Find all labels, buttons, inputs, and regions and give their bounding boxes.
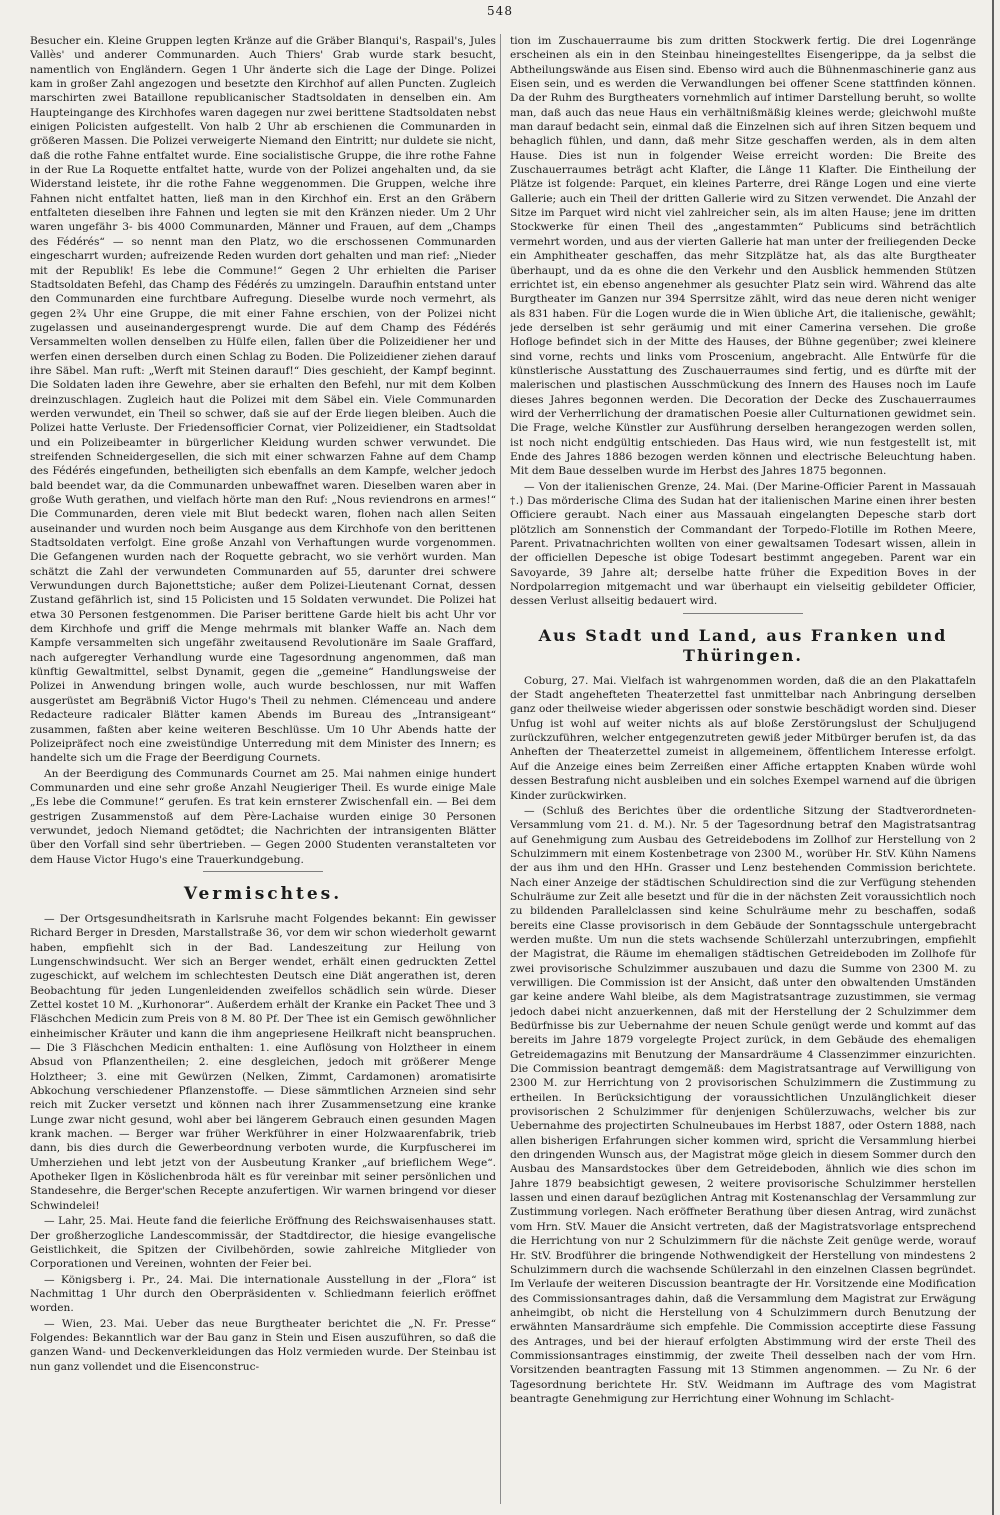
right-column bbox=[510, 34, 976, 1504]
article-paragraph: Coburg, 27. Mai. Vielfach ist wahrgenommen worden, daß die an den Plakattafeln der Stadt angehefteten Theaterzettel fast unmittelbar nach Anbringung derselben ganz oder theilweise wieder abgerissen oder sonstwie beschädigt worden sind. Dieser Unfug ist wohl auf weiter nichts als auf bloße Zerstörungslust der Schuljugend zurückzuführen, welcher entgegenzutreten gewiß jeder Mitbürger berufen ist, da das Anheften der Theaterzettel zumeist in allgemeinem, öffentlichem Interesse erfolgt. Auf die Anzeige eines beim Zerreißen einer Affiche ertappten Knaben würde wohl dessen Bestrafung nicht ausbleiben und ein solches Exempel warnend auf die übrigen Kinder zurückwirken. bbox=[510, 674, 976, 802]
article-paragraph: Besucher ein. Kleine Gruppen legten Kränze auf die Gräber Blanqui's, Raspail's, Jules Vallès' und anderer Communarden. Auch Thiers' Grab wurde stark besucht, namentlich von Engländern. Gegen 1 Uhr änderte sich die Lage der Dinge. Polizei kam in großer Zahl angezogen und besetzte den Kirchhof auf allen Puncten. Zugleich marschirten zwei Bataillone republicanischer Stadtsoldaten in denselben ein. Am Haupteingange des Kirchhofes waren dagegen nur zwei berittene Stadtsoldaten nebst einigen Policisten aufgestellt. Von halb 2 Uhr ab erschienen die Communarden in größeren Massen. Die Polizei verweigerte Niemand den Eintritt; nur duldete sie nicht, daß die rothe Fahne entfaltet wurde. Eine socialistische Gruppe, die ihre rothe Fahne in der Rue La Roquette entfaltet hatte, wurde von der Polizei angehalten und, da sie Widerstand leistete, ihr die rothe Fahne weggenommen. Die Gruppen, welche ihre Fahnen nicht entfaltet hatten, ließ man in den Kirchhof ein. Erst an den Gräbern entfalteten dieselben ihre Fahnen und legten sie mit den Kränzen nieder. Um 2 Uhr waren ungefähr 3- bis 4000 Communarden, Männer und Frauen, auf dem „Champs des Fédérés“ — so nennt man den Platz, wo die erschossenen Communarden eingescharrt wurden; aufreizende Reden wurden dort gehalten und man rief: „Nieder mit der Republik! Es lebe die Commune!“ Gegen 2 Uhr erhielten die Pariser Stadtsoldaten Befehl, das Champ des Fédérés zu umzingeln. Daraufhin entstand unter den Communarden eine furchtbare Aufregung. Dieselbe wurde noch vermehrt, als gegen 2¾ Uhr eine Gruppe, die mit einer Fahne erschien, von der Polizei nicht zugelassen und auseinandergesprengt wurde. Die auf dem Champ des Fédérés Versammelten wollen denselben zu Hülfe eilen, fallen über die Polizeidiener her und werfen einen derselben durch einen Schlag zu Boden. Die Polizeidiener ziehen darauf ihre Säbel. Man ruft: „Werft mit Steinen darauf!“ Dies geschieht, der Kampf beginnt. Die Soldaten laden ihre Gewehre, aber sie erhalten den Befehl, nur mit dem Kolben dreinzuschlagen. Zugleich haut die Polizei mit dem Säbel ein. Viele Communarden werden verwundet, ein Theil so schwer, daß sie auf der Erde liegen bleiben. Auch die Polizei hatte Verluste. Der Friedensofficier Cornat, vier Polizeidiener, ein Stadtsoldat und ein Polizeibeamter in bürgerlicher Kleidung wurden schwer verwundet. Die streifenden Schneidergesellen, die sich mit einer schwarzen Fahne auf dem Champ des Fédérés eingefunden, betheiligten sich ebenfalls an dem Kampfe, welcher jedoch bald beendet war, da die Communarden unbewaffnet waren. Dieselben waren aber in große Wuth gerathen, und vielfach hörte man den Ruf: „Nous reviendrons en armes!“ Die Communarden, deren viele mit Blut bedeckt waren, flohen nach allen Seiten auseinander und wurden noch beim Ausgange aus dem Kirchhofe von den berittenen Stadtsoldaten verfolgt. Eine große Anzahl von Verhaftungen wurde vorgenommen. Die Gefangenen wurden nach der Roquette gebracht, wo sie verhört wurden. Man schätzt die Zahl der verwundeten Communarden auf 55, darunter drei schwere Verwundungen durch Bajonettstiche; außer dem Polizei-Lieutenant Cornat, dessen Zustand gefährlich ist, sind 15 Policisten und 15 Soldaten verwundet. Die Polizei hat etwa 30 Personen festgenommen. Die Pariser berittene Garde hielt bis acht Uhr vor dem Kirchhofe und griff die Menge mehrmals mit blanker Waffe an. Nach dem Kampfe versammelten sich ungefähr zweitausend Revolutionäre im Saale Graffard, nach aufgeregter Verhandlung wurde eine Tagesordnung angenommen, daß man künftig Gewaltmittel, selbst Dynamit, gegen die „gemeine“ Handlungsweise der Polizei in Anwendung bringen wolle, auch wurde beschlossen, nur mit Waffen ausgerüstet am Begräbniß Victor Hugo's Theil zu nehmen. Clémenceau und andere Redacteure radicaler Blätter kamen Abends im Bureau des „Intransigeant“ zusammen, faßten aber keine weiteren Beschlüsse. Um 10 Uhr Abends hatte der Polizeipräfect noch eine zweistündige Unterredung mit dem Minister des Innern; es handelte sich um die Frage der Beerdigung Cournets. bbox=[30, 35, 496, 765]
article-paragraph: tion im Zuschauerraume bis zum dritten Stockwerk fertig. Die drei Logenränge erscheinen als ein in den Steinbau hineingestelltes Eisengerippe, da ja selbst die Abtheilungswände aus Eisen sind. Ebenso wird auch die Bühnenmaschinerie ganz aus Eisen sein, und es werden die Verwandlungen bei offener Scene stattfinden können. Da der Ruhm des Burgtheaters vornehmlich auf intimer Darstellung beruht, so wollte man, daß auch das neue Haus ein verhältnißmäßig kleines werde; gleichwohl mußte man darauf bedacht sein, einmal daß die Einzelnen sich auf ihren Sitzen bequem und behaglich fühlen, und dann, daß mehr Sitze geschaffen werden, als in dem alten Hause. Dies ist nun in folgender Weise erreicht worden: Die Breite des Zuschauerraumes beträgt acht Klafter, die Länge 11 Klafter. Die Eintheilung der Plätze ist folgende: Parquet, ein kleines Parterre, drei Ränge Logen und eine vierte Gallerie; auch ein Theil der dritten Gallerie wird zu Sitzen verwendet. Die Anzahl der Sitze im Parquet wird nicht viel zahlreicher sein, als im alten Hause; jene im dritten Stockwerke für einen Theil des „angestammten“ Publicums sind beträchtlich vermehrt worden, und aus der vierten Gallerie hat man unter der freiliegenden Decke ein Amphitheater geschaffen, das mehr Sitzplätze hat, als das alte Burgtheater überhaupt, und da es ohne die den Verkehr und den Ausblick hemmenden Stützen errichtet ist, ein ebenso angenehmer als gesuchter Platz sein wird. Während das alte Burgtheater im Ganzen nur 394 Sperrsitze zählt, wird das neue deren nicht weniger als 831 haben. Für die Logen wurde die in Wien übliche Art, die italienische, gewählt; jede derselben ist sehr geräumig und mit einer Camerina versehen. Die große Hofloge befindet sich in der Mitte des Hauses, der Bühne gegenüber; zwei kleinere sind vorne, rechts und links vom Proscenium, angebracht. Alle Entwürfe für die künstlerische Ausstattung des Zuschauerraumes sind fertig, und es dürfte mit der malerischen und plastischen Ausschmückung des Innern des Hauses noch im Laufe dieses Jahres begonnen werden. Die Decoration der Decke des Zuschauerraumes wird der Verherrlichung der dramatischen Poesie aller Culturnationen gewidmet sein. Die Frage, welche Künstler zur Ausführung derselben herangezogen werden sollen, ist noch nicht endgültig entschieden. Das Haus wird, wie nun festgestellt ist, mit Ende des Jahres 1886 bezogen werden können und electrische Beleuchtung haben. Mit dem Baue desselben wurde im Herbst des Jahres 1875 begonnen. bbox=[510, 35, 976, 478]
section-divider bbox=[203, 871, 323, 872]
section-title-stadt-und-land: Aus Stadt und Land, aus Franken und Thüringen. bbox=[538, 625, 948, 665]
section-title-vermischtes: Vermischtes. bbox=[183, 883, 343, 904]
article-paragraph: — Der Ortsgesundheitsrath in Karlsruhe macht Folgendes bekannt: Ein gewisser Richard Berger in Dresden, Marstallstraße 36, vor dem wir schon wiederholt gewarnt haben, empfiehlt sich in der Bad. Landeszeitung zur Heilung von Lungenschwindsucht. Wer sich an Berger wendet, erhält einen gedruckten Zettel zugeschickt, auf welchem im schlechtesten Deutsch eine Diät angerathen ist, deren Beobachtung für jeden Lungenleidenden zweifellos schädlich sein würde. Dieser Zettel kostet 10 M. „Kurhonorar“. Außerdem erhält der Kranke ein Packet Thee und 3 Fläschchen Medicin zum Preis von 8 M. 80 Pf. Der Thee ist ein Gemisch gewöhnlicher einheimischer Kräuter und kann die ihm angepriesene Heilkraft nicht beanspruchen. — Die 3 Fläschchen Medicin enthalten: 1. eine Auflösung von Holztheer in einem Absud von Pflanzentheilen; 2. eine desgleichen, jedoch mit größerer Menge Holztheer; 3. eine mit Gewürzen (Nelken, Zimmt, Cardamonen) aromatisirte Abkochung verschiedener Pflanzenstoffe. — Diese sämmtlichen Arzneien sind sehr reich mit Zucker versetzt und können nach ihrer Zusammensetzung eine kranke Lunge zwar nicht gesund, wohl aber bei längerem Gebrauch einen gesunden Magen krank machen. — Berger war früher Werkführer in einer Holzwaarenfabrik, trieb dann, bis dies durch die Gewerbeordnung verboten wurde, die Kurpfuscherei im Umherziehen und lebt jetzt von der Ausbeutung Kranker „auf brieflichem Wege“. Apotheker Ilgen in Köslichenbroda hält es für vereinbar mit seiner persönlichen und Standesehre, die Berger'schen Recepte anzufertigen. Wir warnen bringend vor dieser Schwindelei! bbox=[30, 912, 496, 1212]
article-paragraph: — Wien, 23. Mai. Ueber das neue Burgtheater berichtet die „N. Fr. Presse“ Folgendes: Bekanntlich war der Bau ganz in Stein und Eisen auszuführen, so daß die ganzen Wand- und Deckenverkleidungen das Holz vermieden wurde. Der Steinbau ist nun ganz vollendet und die Eisenconstruc- bbox=[30, 1317, 496, 1373]
article-paragraph: — Lahr, 25. Mai. Heute fand die feierliche Eröffnung des Reichswaisenhauses statt. Der großherzogliche Landescommissär, der Stadtdirector, die hiesige evangelische Geistlichkeit, die Spitzen der Civilbehörden, sowie zahlreiche Mitglieder von Corporationen und Vereinen, wohnten der Feier bei. bbox=[30, 1215, 496, 1271]
article-paragraph: — (Schluß des Berichtes über die ordentliche Sitzung der Stadtverordneten-Versammlung vom 21. d. M.). Nr. 5 der Tagesordnung betraf den Magistratsantrag auf Genehmigung zum Ausbau des Getreidebodens im Zollhof zur Herstellung von 2 Schulzimmern mit einem Kostenbetrage von 2300 M., worüber Hr. StV. Kühn Namens der aus ihm und den HHn. Grasser und Lenz bestehenden Commission berichtete. Nach einer Anzeige der städtischen Schuldirection sind die zur Verfügung stehenden Schulräume zur Zeit alle besetzt und für die in der nächsten Zeit voraussichtlich noch zu bildenden Parallelclassen sind keine Schulräume mehr zu beschaffen, sodaß bereits eine Classe provisorisch in dem Gebäude der Sonntagsschule untergebracht werden mußte. Um nun die stets wachsende Schülerzahl unterzubringen, empfiehlt der Magistrat, die Räume im ehemaligen städtischen Getreideboden im Zollhofe für zwei provisorische Schulzimmer auszubauen und dazu die Summe von 2300 M. zu verwilligen. Die Commission ist der Ansicht, daß unter den obwaltenden Umständen gar keine andere Wahl bleibe, als dem Magistratsantrage zuzustimmen, sie vermag jedoch dabei nicht anzuerkennen, daß mit der Herstellung der 2 Schulzimmer dem Bedürfnisse bis zur Uebernahme der neuen Schule genügt werde und kommt auf das bereits im Jahre 1879 vorgelegte Project zurück, in dem Gebäude des ehemaligen Getreidemagazins mit Benutzung der Mansardräume 4 Classenzimmer einzurichten. Die Commission beantragt demgemäß: dem Magistratsantrage auf Verwilligung von 2300 M. zur Herrichtung von 2 provisorischen Schulzimmern die Zustimmung zu ertheilen. In Berücksichtigung der voraussichtlichen Unzulänglichkeit dieser provisorischen 2 Schulzimmer für denjenigen Schülerzuwachs, welcher bis zur Uebernahme des projectirten Schulneubaues im Herbst 1887, oder Ostern 1888, nach allen bisherigen Erfahrungen sicher kommen wird, spricht die Versammlung hierbei den dringenden Wunsch aus, der Magistrat möge gleich in diesem Sommer durch den Ausbau des Mansardstockes über dem Getreideboden, ähnlich wie dies schon im Jahre 1879 beabsichtigt gewesen, 2 weitere provisorische Schulzimmer herstellen lassen und einen darauf bezüglichen Antrag mit Kostenanschlag der Versammlung zur Zustimmung vorlegen. Nach eröffneter Berathung über diesen Antrag, wird zunächst vom Hrn. StV. Mauer die Ansicht vertreten, daß der Magistratsvorlage entsprechend die Herrichtung von nur 2 Schulzimmern für die nächste Zeit genüge werde, worauf Hr. StV. Brodführer die bringende Nothwendigkeit der Herstellung von mindestens 2 Schulzimmern durch die wachsende Schülerzahl in den einzelnen Classen begründet. Im Verlaufe der weiteren Discussion beantragte der Hr. Vorsitzende eine Modification des Commissionsantrages dahin, daß die Versammlung dem Magistrat zur Erwägung anheimgibt, ob nicht die Herstellung von 4 Schulzimmern durch Benutzung der erwähnten Mansardräume sich empfehle. Die Commission acceptirte diese Fassung des Antrages, und bei der hierauf erfolgten Abstimmung wird der erste Theil des Commissionsantrages einstimmig, der zweite Theil desselben nach der vom Hrn. Vorsitzenden beantragten Fassung mit 13 Stimmen angenommen. — Zu Nr. 6 der Tagesordnung berichtete Hr. StV. Weidmann im Auftrage des vom Magistrat beantragte Genehmigung zur Herrichtung einer Wohnung im Schlacht- bbox=[510, 804, 976, 1405]
section-divider bbox=[683, 613, 803, 614]
article-paragraph: An der Beerdigung des Communards Cournet am 25. Mai nahmen einige hundert Communarden und eine sehr große Anzahl Neugieriger Theil. Es wurde einige Male „Es lebe die Commune!“ gerufen. Es trat kein ernsterer Zwischenfall ein. — Bei dem gestrigen Zusammenstoß auf dem Père-Lachaise wurden einige 30 Personen verwundet, jedoch Niemand getödtet; die Nachrichten der intransigenten Blätter über den Vorfall sind sehr übertrieben. — Gegen 2000 Studenten veranstalteten vor dem Hause Victor Hugo's eine Trauerkundgebung. bbox=[30, 767, 496, 866]
page-number: 548 bbox=[487, 4, 513, 18]
article-paragraph: — Von der italienischen Grenze, 24. Mai. (Der Marine-Officier Parent in Massauah †.) Das mörderische Clima des Sudan hat der italienischen Marine einen ihrer besten Officiere geraubt. Nach einer aus Massauah eingelangten Depesche starb dort plötzlich am Sonnenstich der Commandant der Torpedo-Flotille im Rothen Meere, Parent. Privatnachrichten wollten von einer gewaltsamen Todesart wissen, allein in der officiellen Depesche ist obige Todesart bestimmt angegeben. Parent war ein Savoyarde, 39 Jahre alt; derselbe hatte früher die Expedition Boves in der Nordpolarregion mitgemacht und war überhaupt ein vielseitig gebildeter Officier, dessen Verlust allseitig bedauert wird. bbox=[510, 480, 976, 608]
column-divider bbox=[500, 34, 501, 1504]
page-edge-rule bbox=[992, 0, 994, 1515]
left-column bbox=[30, 34, 496, 1504]
article-paragraph: — Königsberg i. Pr., 24. Mai. Die internationale Ausstellung in der „Flora“ ist Nachmittag 1 Uhr durch den Oberpräsidenten v. Schliedmann feierlich eröffnet worden. bbox=[30, 1273, 496, 1315]
